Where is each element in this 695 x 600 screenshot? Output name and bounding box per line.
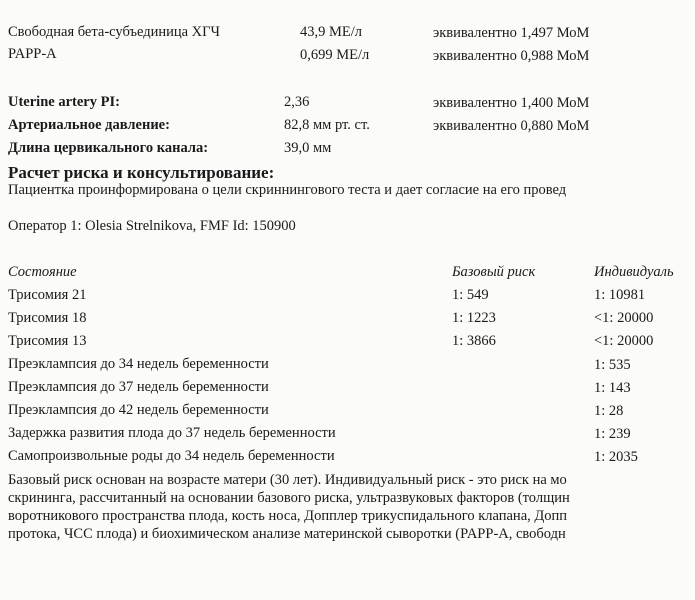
table-header-condition: Состояние (8, 264, 77, 280)
table-cell-base: 1: 3866 (452, 333, 496, 349)
table-cell-individual: 1: 143 (594, 380, 631, 396)
table-header-individual: Индивидуаль (594, 264, 674, 280)
table-cell-base: 1: 549 (452, 287, 489, 303)
footer-line: Базовый риск основан на возрасте матери (30 лет). Индивидуальный риск - это риск на мо (8, 472, 567, 488)
marker-value: 2,36 (284, 94, 310, 110)
section-heading: Расчет риска и консультирование: (8, 163, 275, 182)
marker-label: Свободная бета-субъединица ХГЧ (8, 24, 220, 40)
marker-mom: эквивалентно 1,400 МоМ (433, 95, 590, 111)
footer-line: протока, ЧСС плода) и биохимическом анализе материнской сыворотки (PAPP-A, свободн (8, 526, 566, 542)
table-cell-base: 1: 1223 (452, 310, 496, 326)
table-cell-condition: Преэклампсия до 37 недель беременности (8, 379, 269, 395)
table-cell-individual: 1: 535 (594, 357, 631, 373)
marker-value: 43,9 МЕ/л (300, 24, 363, 40)
marker-value: 82,8 мм рт. ст. (284, 117, 370, 133)
marker-value: 0,699 МЕ/л (300, 47, 370, 63)
table-header-base: Базовый риск (452, 264, 536, 280)
table-cell-individual: 1: 28 (594, 403, 624, 419)
marker-mom: эквивалентно 0,880 МоМ (433, 118, 590, 134)
footer-line: воротникового пространства плода, кость носа, Допплер трикуспидального клапана, Допп (8, 508, 568, 524)
table-cell-condition: Преэклампсия до 42 недель беременности (8, 402, 269, 418)
table-cell-individual: <1: 20000 (594, 310, 654, 326)
marker-mom: эквивалентно 1,497 МоМ (433, 25, 590, 41)
marker-label: PAPP-A (8, 46, 57, 62)
operator-text: Оператор 1: Olesia Strelnikova, FMF Id: 150900 (8, 218, 296, 234)
consent-text: Пациентка проинформирована о цели скриннингового теста и дает согласие на его провед (8, 182, 567, 198)
marker-label: Uterine artery PI: (8, 94, 120, 110)
footer-line: скрининга, рассчитанный на основании базового риска, ультразвуковых факторов (толщин (8, 490, 570, 506)
table-cell-individual: 1: 239 (594, 426, 631, 442)
table-cell-condition: Трисомия 21 (8, 287, 87, 303)
marker-label: Артериальное давление: (8, 117, 170, 133)
table-cell-condition: Трисомия 13 (8, 333, 87, 349)
table-cell-condition: Задержка развития плода до 37 недель беременности (8, 425, 336, 441)
table-cell-condition: Самопроизвольные роды до 34 недель беременности (8, 448, 335, 464)
table-cell-individual: <1: 20000 (594, 333, 654, 349)
table-cell-condition: Трисомия 18 (8, 310, 87, 326)
marker-value: 39,0 мм (284, 140, 332, 156)
table-cell-individual: 1: 10981 (594, 287, 646, 303)
table-cell-condition: Преэклампсия до 34 недель беременности (8, 356, 269, 372)
marker-mom: эквивалентно 0,988 МоМ (433, 48, 590, 64)
marker-label: Длина цервикального канала: (8, 140, 209, 156)
table-cell-individual: 1: 2035 (594, 449, 638, 465)
